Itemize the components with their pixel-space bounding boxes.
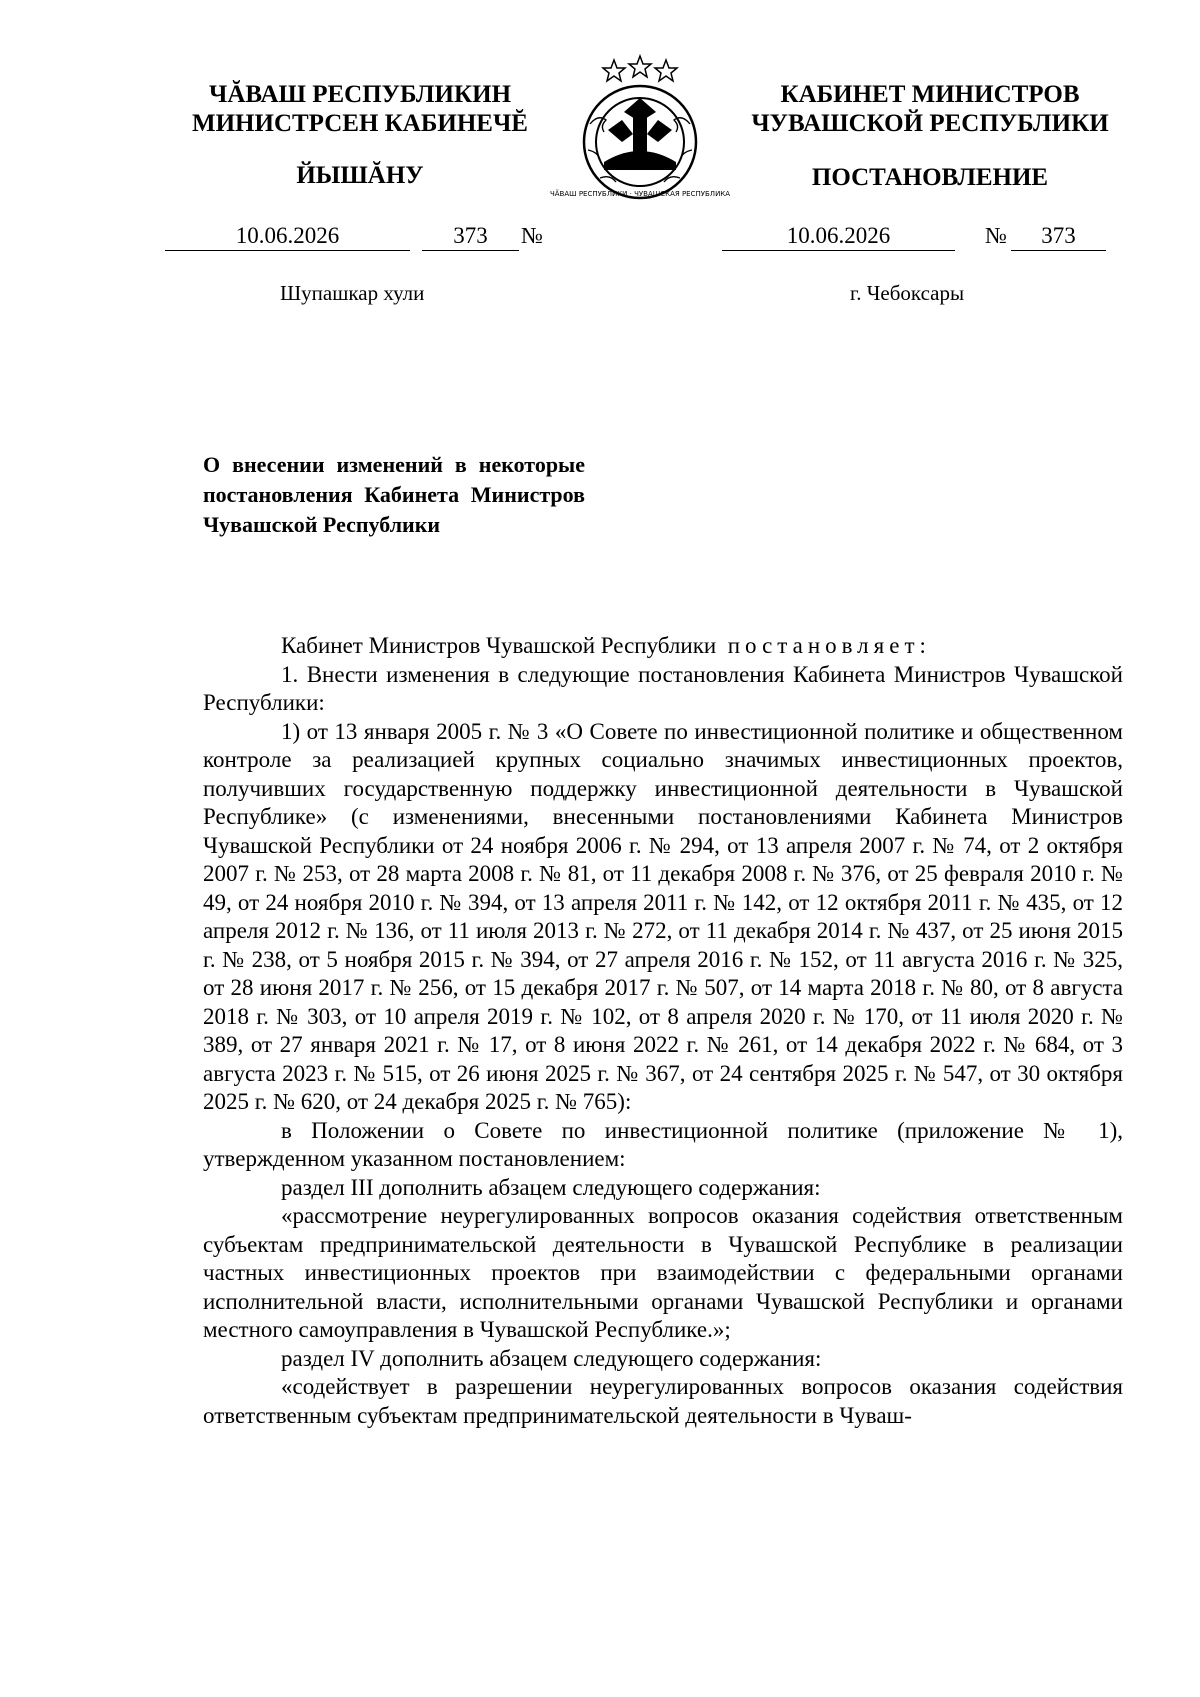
left-number: 373	[422, 222, 519, 251]
header-right-doc-kind: ПОСТАНОВЛЕНИЕ	[811, 164, 1049, 191]
header-right-line2: ЧУВАШСКОЙ РЕСПУБЛИКИ	[751, 110, 1109, 137]
emblem-ring-text: ЧĂВАШ РЕСПУБЛИКИ · ЧУВАШСКАЯ РЕСПУБЛИКА	[549, 190, 731, 198]
right-date: 10.06.2026	[722, 222, 955, 251]
paragraph-6: раздел IV дополнить абзацем следующего содержания:	[281, 1345, 822, 1371]
intro-subject: Кабинет Министров Чувашской Республики	[281, 633, 717, 658]
coat-of-arms-emblem	[549, 54, 731, 204]
paragraph-5: «рассмотрение неурегулированных вопросов оказания содействия ответственным субъектам предпринимательской деятельности в Чувашской Республике в реализации частных инвестиционных проектов при взаимодействии с федеральными органами исполнительной власти, исполнительными органами Чувашской Республики и органами местного самоуправления в Чувашской Республике.»;	[203, 1203, 1123, 1342]
right-number-sign: №	[985, 223, 1007, 248]
city-left: Шупашкар хули	[280, 281, 425, 305]
paragraph-3: в Положении о Совете по инвестиционной политике (приложение № 1), утвержденном указанном постановлением:	[203, 1117, 1123, 1171]
header-right	[730, 80, 1130, 138]
intro-paragraph	[203, 632, 1123, 661]
paragraph-2: 1) от 13 января 2005 г. № 3 «О Совете по инвестиционной политике и общественном контроле за реализацией крупных социально значимых инвестиционных проектов, получивших государственную поддержку инвестиционной деятельности в Чувашской Республике» (с изменениями, внесенными постановлениями Кабинета Министров Чувашской Республики от 24 ноября 2006 г. № 294, от 13 апреля 2007 г. № 74, от 2 октября 2007 г. № 253, от 28 марта 2008 г. № 81, от 11 декабря 2008 г. № 376, от 25 февраля 2010 г. № 49, от 24 ноября 2010 г. № 394, от 13 апреля 2011 г. № 142, от 12 октября 2011 г. № 435, от 12 апреля 2012 г. № 136, от 11 июля 2013 г. № 272, от 11 декабря 2014 г. № 437, от 25 июня 2015 г. № 238, от 5 ноября 2015 г. № 394, от 27 апреля 2016 г. № 152, от 11 августа 2016 г. № 325, от 28 июня 2017 г. № 256, от 15 декабря 2017 г. № 507, от 14 марта 2018 г. № 80, от 8 августа 2018 г. № 303, от 10 апреля 2019 г. № 102, от 8 апреля 2020 г. № 170, от 11 июля 2020 г. № 389, от 27 января 2021 г. № 17, от 8 июня 2022 г. № 261, от 14 декабря 2022 г. № 684, от 3 августа 2023 г. № 515, от 26 июня 2025 г. № 367, от 24 сентября 2025 г. № 547, от 30 октября 2025 г. № 620, от 24 декабря 2025 г. № 765):	[203, 718, 1123, 1114]
document-body	[203, 632, 1123, 1430]
left-date-number-line	[165, 222, 565, 252]
right-number: 373	[1011, 222, 1106, 251]
header-left-line2: МИНИСТРСЕН КАБИНЕЧĔ	[192, 110, 528, 137]
document-title: О внесении изменений в некоторые постановления Кабинета Министров Чувашской Республики	[203, 452, 585, 537]
header-left-line1: ЧĂВАШ РЕСПУБЛИКИН	[208, 81, 512, 108]
header-right-line1: КАБИНЕТ МИНИСТРОВ	[780, 81, 1080, 108]
left-date: 10.06.2026	[165, 222, 410, 251]
right-date-number-line	[722, 222, 1122, 252]
header-left-doc-kind: ЙЫШĂНУ	[296, 162, 424, 189]
header-left	[170, 80, 550, 138]
city-right: г. Чебоксары	[850, 281, 965, 305]
paragraph-1: 1. Внести изменения в следующие постановления Кабинета Министров Чувашской Республики:	[203, 661, 1123, 715]
paragraph-4: раздел III дополнить абзацем следующего содержания:	[281, 1174, 821, 1200]
paragraph-7: «содействует в разрешении неурегулированных вопросов оказания содействия ответственным субъектам предпринимательской деятельности в Чуваш-	[203, 1374, 1123, 1428]
intro-verb: постановляет:	[727, 633, 931, 658]
left-number-sign: №	[521, 223, 543, 248]
